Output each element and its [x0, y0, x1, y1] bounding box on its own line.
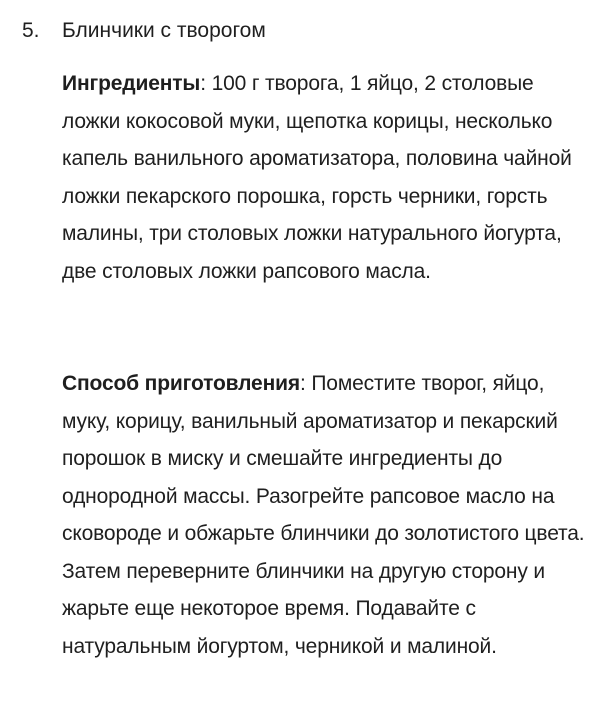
ingredients-label: Ингредиенты [62, 72, 201, 95]
method-paragraph [62, 365, 587, 665]
method-label: Способ приготовления [62, 372, 300, 395]
recipe-heading [22, 14, 266, 48]
method-text: Поместите творог, яйцо, муку, корицу, ванильный ароматизатор и пекарский порошок в миску и смешайте ингредиенты до однородной массы. Разогрейте рапсовое масло на сковороде и обжарьте блинчики до золотистого цвета. Затем переверните блинчики на другую сторону и жарьте еще некоторое время. Подавайте с натуральным йогуртом, черникой и малиной. [62, 372, 585, 658]
recipe-number: 5. [22, 19, 40, 42]
method-separator: : [299, 372, 306, 395]
ingredients-text: 100 г творога, 1 яйцо, 2 столовые ложки кокосовой муки, щепотка корицы, несколько капель ванильного ароматизатора, половина чайной ложки пекарского порошка, горсть черники, горсть малины, три столовых ложки натурального йогурта, две столовых ложки рапсового масла. [62, 72, 572, 283]
ingredients-separator: : [200, 72, 206, 95]
ingredients-paragraph [62, 65, 587, 290]
recipe-title: Блинчики с творогом [62, 19, 266, 42]
